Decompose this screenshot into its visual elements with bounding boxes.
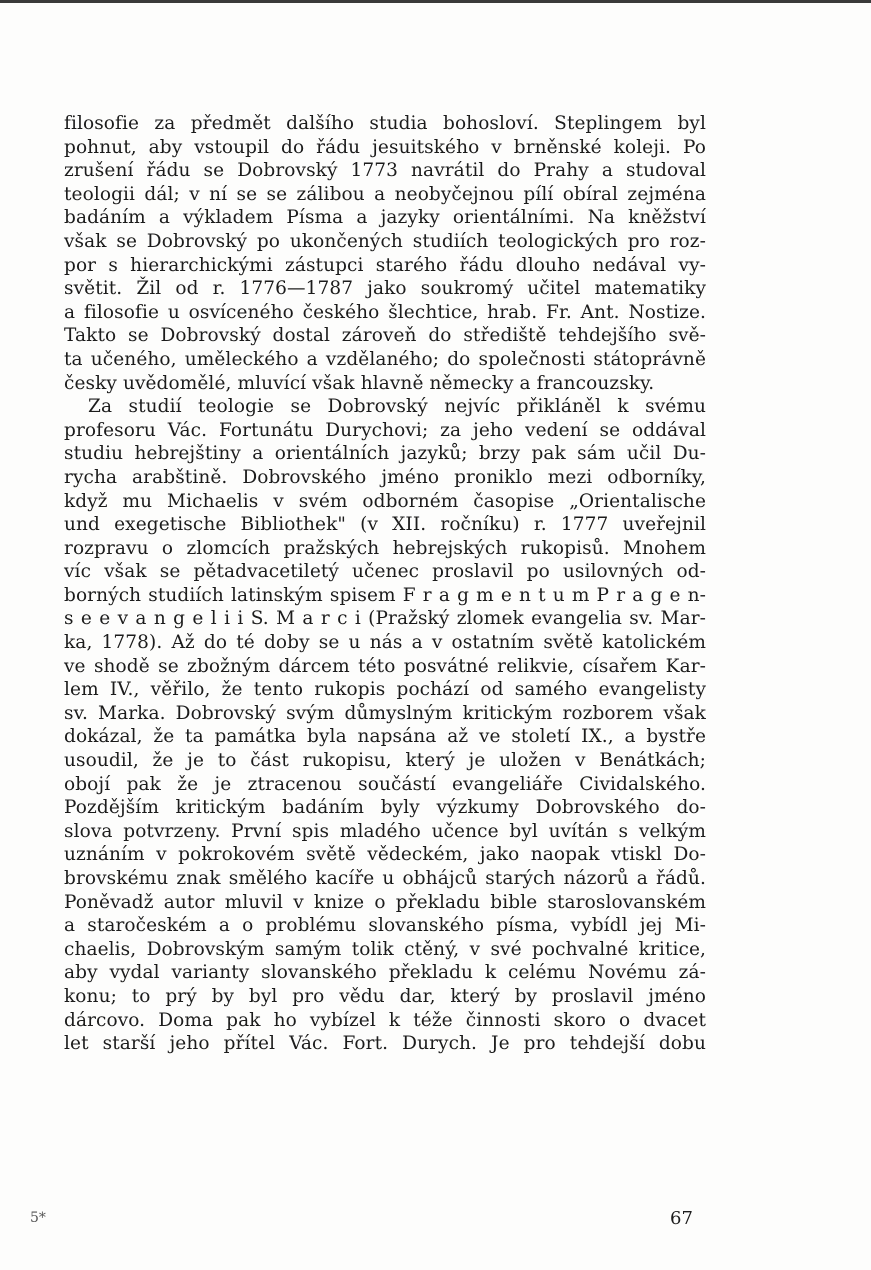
text-line: brovskému znak smělého kacíře u obhájců starých názorů a řádů. (64, 868, 706, 889)
text-line: profesoru Vác. Fortunátu Durychovi; za jeho vedení se oddával (64, 419, 706, 441)
text-line: borných studiích latinským spisem F r a g m e n t u m P r a g e n- (64, 584, 706, 606)
text-line: aby vydal varianty slovanského překladu k celému Novému zá- (64, 962, 706, 984)
text-line: rozpravu o zlomcích pražských hebrejských rukopisů. Mnohem (64, 537, 706, 559)
signature-mark: 5* (30, 1210, 46, 1226)
text-line: chaelis, Dobrovským samým tolik ctěný, v své pochvalné kritice, (64, 938, 706, 960)
text-line: když mu Michaelis v svém odborném časopise „Orientalische (64, 490, 706, 512)
page-top-edge (0, 0, 871, 3)
text-line: dokázal, že ta památka byla napsána až ve století IX., a bystře (64, 726, 706, 748)
text-line: sv. Marka. Dobrovský svým důmyslným kritickým rozborem však (64, 702, 706, 724)
text-line: ve shodě se zbožným dárcem této posvátné relikvie, císařem Kar- (64, 655, 706, 677)
text-line: filosofie za předmět dalšího studia bohosloví. Steplingem byl (64, 113, 706, 134)
page-number: 67 (670, 1208, 693, 1229)
text-line: teologii dál; v ní se se zálibou a neobyčejnou pílí obíral zejména (64, 183, 706, 205)
text-line: zrušení řádu se Dobrovský 1773 navrátil do Prahy a studoval (64, 160, 706, 182)
text-line: a filosofie u osvíceného českého šlechtice, hrab. Fr. Ant. Nostize. (64, 301, 706, 323)
text-line: pohnut, aby vstoupil do řádu jesuitského v brněnské koleji. Po (64, 136, 706, 158)
text-line: obojí pak že je ztracenou součástí evangeliáře Cividalského. (64, 773, 706, 795)
text-line: Poněvadž autor mluvil v knize o překladu bible staroslovanském (64, 891, 706, 913)
text-line: konu; to prý by byl pro vědu dar, který by proslavil jméno (64, 985, 706, 1007)
text-line: víc však se pětadvacetiletý učenec proslavil po usilovných od- (64, 561, 706, 583)
text-line: slova potvrzeny. První spis mladého učence byl uvítán s velkým (64, 820, 706, 842)
text-line: badáním a výkladem Písma a jazyky orientálními. Na kněžství (64, 207, 706, 229)
text-line: und exegetische Bibliothek" (v XII. ročníku) r. 1777 uveřejnil (64, 514, 706, 536)
text-line: Pozdějším kritickým badáním byly výzkumy Dobrovského do- (64, 797, 706, 819)
text-line: ta učeného, uměleckého a vzdělaného; do společnosti státoprávně (64, 348, 706, 370)
text-line: lem IV., věřilo, že tento rukopis pochází od samého evangelisty (64, 679, 706, 701)
text-line: usoudil, že je to část rukopisu, který je uložen v Benátkách; (64, 750, 706, 772)
text-line: světit. Žil od r. 1776—1787 jako soukromý učitel matematiky (64, 278, 706, 300)
text-line: dárcovo. Doma pak ho vybízel k téže činnosti skoro o dvacet (64, 1009, 706, 1031)
text-line: a staročeském a o problému slovanského písma, vybídl jej Mi- (64, 915, 706, 937)
text-line: však se Dobrovský po ukončených studiích teologických pro roz- (64, 230, 706, 252)
text-line: por s hierarchickými zástupci starého řádu dlouho nedával vy- (64, 254, 706, 276)
text-line: let starší jeho přítel Vác. Fort. Durych. Je pro tehdejší dobu (64, 1033, 706, 1055)
text-line: rycha arabštině. Dobrovského jméno proniklo mezi odborníky, (64, 466, 706, 488)
text-line: Takto se Dobrovský dostal zároveň do střediště tehdejšího svě- (64, 325, 706, 347)
body-text (64, 112, 706, 1056)
paragraph-first-line: Za studií teologie se Dobrovský nejvíc přikláněl k svému (88, 396, 706, 418)
text-line: uznáním v pokrokovém světě vědeckém, jako naopak vtiskl Do- (64, 844, 706, 866)
text-line: ka, 1778). Až do té doby se u nás a v ostatním světě katolickém (64, 632, 706, 654)
text-line: s e e v a n g e l i i S. M a r c i (Pražský zlomek evangelia sv. Mar- (64, 608, 706, 630)
text-line: studiu hebrejštiny a orientálních jazyků; brzy pak sám učil Du- (64, 443, 706, 465)
text-line: česky uvědomělé, mluvící však hlavně německy a francouzsky. (64, 372, 655, 394)
